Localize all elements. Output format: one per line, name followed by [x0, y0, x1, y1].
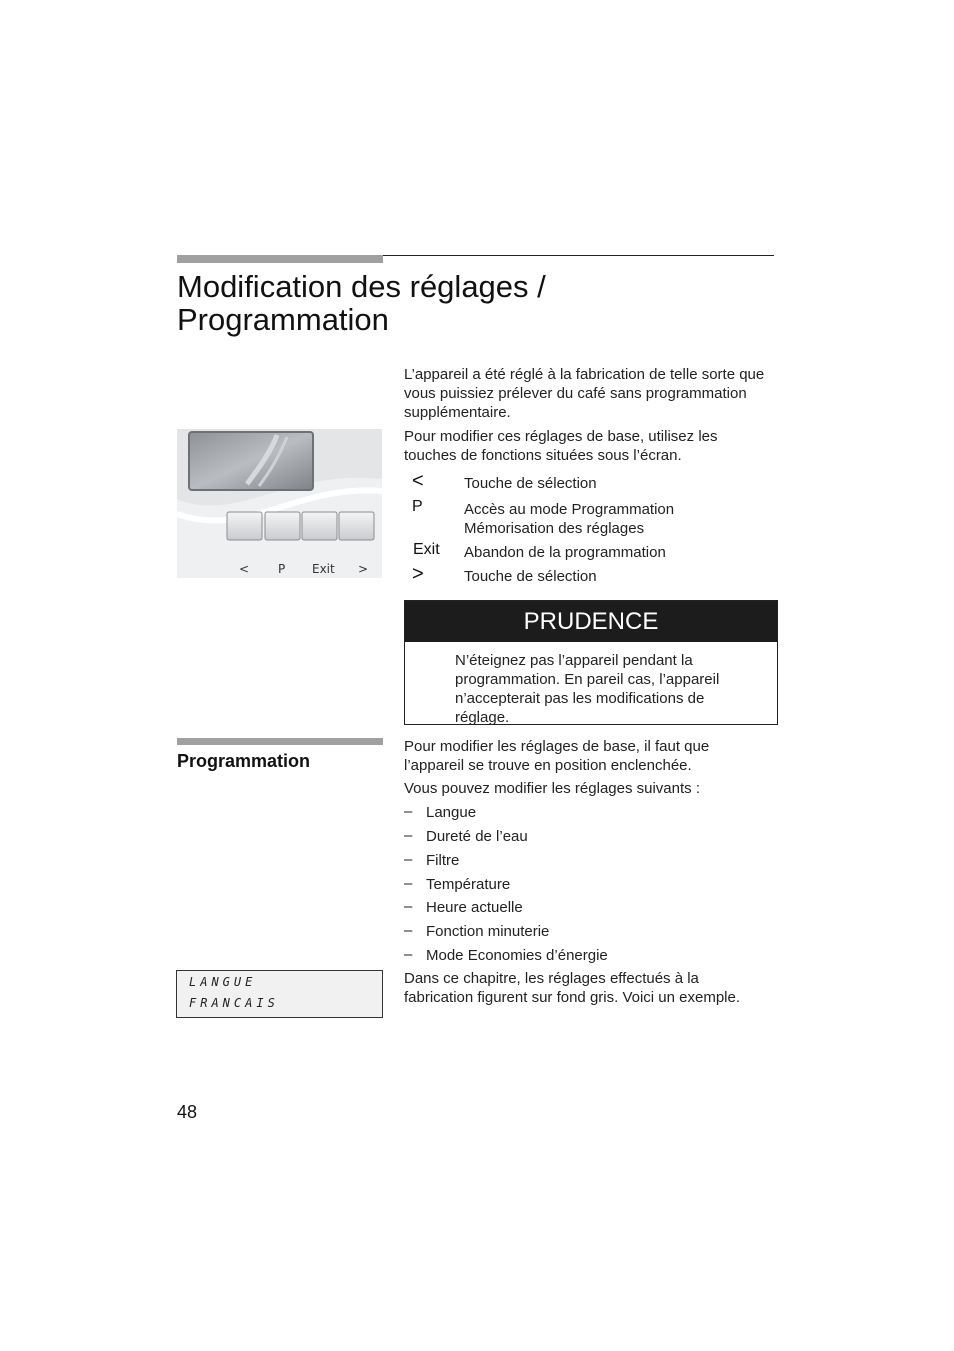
page-title-line1: Modification des réglages /: [177, 269, 546, 304]
programmation-title: Programmation: [177, 751, 311, 771]
intro-paragraph-2: Pour modifier ces réglages de base, utilisez les touches de fonctions situées sous l’écran.: [404, 428, 718, 464]
key-symbol-right: >: [412, 563, 424, 585]
list-item-temperature: Température: [426, 876, 511, 893]
programmation-paragraph-1: Pour modifier les réglages de base, il faut que l’appareil se trouve en position enclenchée.: [404, 738, 710, 774]
list-item-durete: Dureté de l’eau: [426, 828, 528, 845]
list-item-minuterie: Fonction minuterie: [426, 923, 550, 940]
page-title: [177, 270, 777, 336]
panel-button-p: [265, 512, 300, 540]
page-title-line2: Programmation: [177, 302, 389, 337]
list-item-economies: Mode Economies d’énergie: [426, 947, 608, 964]
control-panel-drawing: [177, 429, 382, 578]
list-item-filtre: Filtre: [426, 852, 460, 869]
programmation-paragraph-3: Dans ce chapitre, les réglages effectués à la fabrication figurent sur fond gris. Voici un exemple.: [404, 970, 741, 1006]
key-desc-p-1: Accès au mode Programmation: [464, 501, 675, 518]
page-number: 48: [177, 1102, 198, 1122]
panel-label-left: <: [239, 562, 250, 576]
lcd-display-example: [176, 970, 383, 1018]
list-dash: –: [404, 803, 413, 820]
panel-label-p: P: [278, 562, 286, 576]
lcd-line-2: FRANCAIS: [189, 996, 279, 1010]
list-dash: –: [404, 946, 413, 963]
prudence-text: N’éteignez pas l’appareil pendant la programmation. En pareil cas, l’appareil n’accepterait pas les modifications de réglage.: [455, 652, 720, 726]
intro-paragraph-1: L’appareil a été réglé à la fabrication de telle sorte que vous puissiez prélever du café sans programmation supplémentaire.: [404, 366, 765, 421]
lcd-line-1: LANGUE: [189, 975, 257, 989]
list-dash: –: [404, 875, 413, 892]
list-dash: –: [404, 827, 413, 844]
section-rule-thick: [177, 255, 383, 263]
prudence-header: PRUDENCE: [405, 601, 777, 642]
list-dash: –: [404, 898, 413, 915]
prudence-warning-box: [404, 600, 778, 725]
key-desc-exit: Abandon de la programmation: [464, 544, 666, 561]
key-desc-right: Touche de sélection: [464, 568, 597, 585]
list-item-heure: Heure actuelle: [426, 899, 523, 916]
list-dash: –: [404, 851, 413, 868]
panel-label-exit: Exit: [312, 562, 335, 576]
programmation-rule: [177, 738, 383, 745]
key-symbol-exit: Exit: [413, 541, 440, 558]
panel-button-exit: [302, 512, 337, 540]
key-desc-p-2: Mémorisation des réglages: [464, 520, 645, 537]
panel-label-right: >: [358, 562, 369, 576]
programmation-paragraph-2: Vous pouvez modifier les réglages suivants :: [404, 780, 700, 797]
control-panel-illustration: [177, 429, 382, 578]
section-rule-thin: [383, 255, 774, 256]
key-desc-left: Touche de sélection: [464, 475, 597, 492]
panel-button-right: [339, 512, 374, 540]
panel-button-left: [227, 512, 262, 540]
list-dash: –: [404, 922, 413, 939]
key-symbol-left: <: [412, 470, 424, 492]
list-item-langue: Langue: [426, 804, 477, 821]
key-symbol-p: P: [412, 498, 423, 515]
